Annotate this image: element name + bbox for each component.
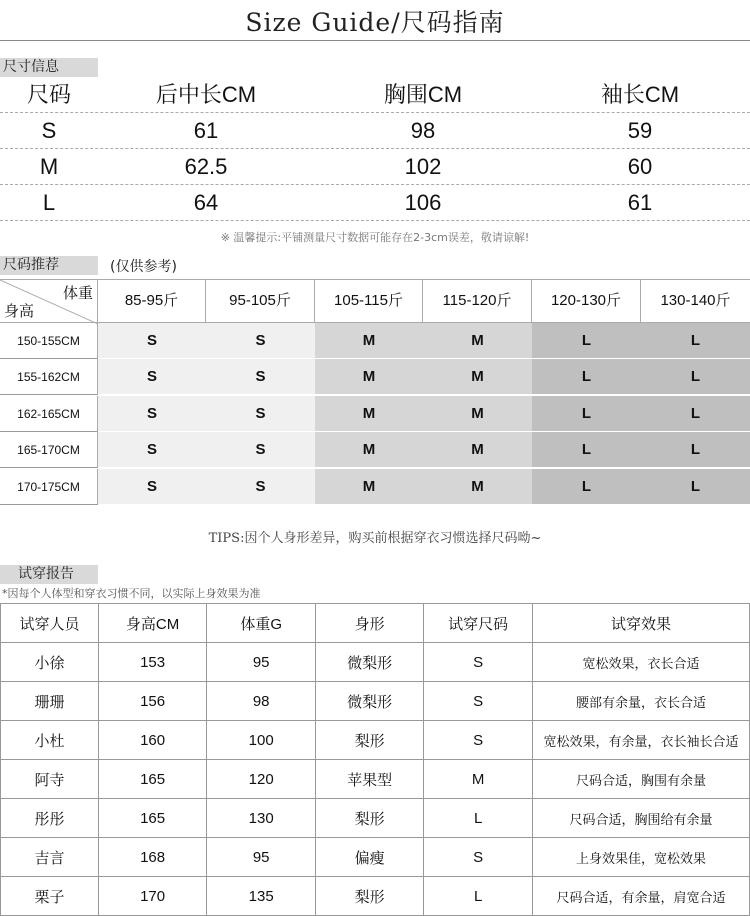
recommended-size-cell: M: [423, 432, 532, 468]
trial-row: [1, 682, 750, 721]
size-info-cell: 59: [627, 118, 653, 143]
corner-height-label: 身高: [4, 302, 35, 320]
size-info-cell: 102: [404, 154, 442, 179]
trial-cell: 95: [207, 838, 316, 877]
recommended-size-cell: M: [315, 432, 423, 468]
recommended-size-cell: L: [532, 396, 641, 432]
recommended-size-cell: S: [206, 432, 315, 468]
weight-header-cell: 85-95斤: [98, 279, 206, 323]
size-info-row: [0, 149, 750, 185]
height-row-header: 170-175CM: [0, 469, 98, 505]
size-info-cell: 62.5: [184, 154, 228, 179]
trial-cell: 160: [99, 721, 207, 760]
trial-cell: 上身效果佳，宽松效果: [533, 838, 750, 877]
trial-cell: 偏瘦: [316, 838, 424, 877]
trial-row: [1, 877, 750, 916]
trial-cell: 95: [207, 643, 316, 682]
page-title: Size Guide/尺码指南: [245, 8, 505, 37]
section-label-trial: 试穿报告: [0, 565, 98, 584]
trial-cell: 165: [99, 760, 207, 799]
weight-header-cell: 115-120斤: [423, 279, 532, 323]
size-info-cell: 60: [627, 154, 653, 179]
recommend-reference-note: (仅供参考): [110, 259, 177, 275]
trial-header-cell: 体重G: [207, 604, 316, 643]
recommended-size-cell: L: [641, 432, 750, 468]
recommended-size-cell: M: [315, 359, 423, 395]
trial-header-cell: 试穿尺码: [424, 604, 533, 643]
section-label-size-info: 尺寸信息: [0, 58, 98, 77]
trial-cell: 微梨形: [316, 643, 424, 682]
trial-cell: 100: [207, 721, 316, 760]
recommended-size-cell: L: [532, 359, 641, 395]
trial-cell: 尺码合适，胸围有余量: [533, 760, 750, 799]
trial-cell: 153: [99, 643, 207, 682]
trial-row: [1, 838, 750, 877]
recommended-size-cell: S: [98, 432, 206, 468]
trial-cell: 腰部有余量，衣长合适: [533, 682, 750, 721]
weight-header-cell: 130-140斤: [641, 279, 750, 323]
corner-weight-label: 体重: [62, 284, 93, 302]
trial-cell: 梨形: [316, 877, 424, 916]
size-info-cell: 98: [410, 118, 436, 143]
size-info-header-row: [0, 77, 750, 113]
recommended-size-cell: L: [641, 323, 750, 359]
weight-header-cell: 105-115斤: [315, 279, 423, 323]
recommended-size-cell: L: [641, 359, 750, 395]
trial-row: [1, 799, 750, 838]
trial-cell: S: [424, 643, 533, 682]
trial-cell: 小徐: [1, 643, 99, 682]
trial-header-cell: 试穿人员: [1, 604, 99, 643]
trial-row: [1, 760, 750, 799]
trial-cell: 130: [207, 799, 316, 838]
height-row-header: 150-155CM: [0, 323, 98, 359]
recommended-size-cell: S: [98, 396, 206, 432]
trial-header-cell: 身形: [316, 604, 424, 643]
trial-cell: 170: [99, 877, 207, 916]
title-divider: [0, 40, 750, 41]
recommended-size-cell: S: [206, 323, 315, 359]
size-recommend-grid: [0, 279, 750, 505]
size-info-cell: 61: [193, 118, 219, 143]
measurement-note: ※ 温馨提示:平铺测量尺寸数据可能存在2-3cm误差，敬请谅解!: [220, 231, 530, 244]
size-info-header-cell: 后中长CM: [155, 82, 257, 107]
trial-cell: 苹果型: [316, 760, 424, 799]
size-info-cell: L: [42, 190, 56, 215]
trial-header-cell: 身高CM: [99, 604, 207, 643]
recommended-size-cell: S: [206, 359, 315, 395]
trial-header-row: [1, 604, 750, 643]
trial-cell: 尺码合适，胸围给有余量: [533, 799, 750, 838]
corner-header: [0, 279, 98, 323]
recommended-size-cell: L: [641, 469, 750, 505]
tips-text: TIPS:因个人身形差异，购买前根据穿衣习惯选择尺码呦~: [208, 531, 542, 546]
trial-cell: 栗子: [1, 877, 99, 916]
trial-cell: 尺码合适，有余量，肩宽合适: [533, 877, 750, 916]
trial-cell: 120: [207, 760, 316, 799]
size-info-header-cell: 袖长CM: [600, 82, 680, 107]
recommended-size-cell: L: [532, 432, 641, 468]
recommended-size-cell: L: [532, 469, 641, 505]
size-info-cell: S: [41, 118, 57, 143]
trial-cell: M: [424, 760, 533, 799]
size-info-row: [0, 185, 750, 221]
recommended-size-cell: M: [315, 396, 423, 432]
trial-cell: S: [424, 838, 533, 877]
trial-cell: 165: [99, 799, 207, 838]
trial-cell: 梨形: [316, 721, 424, 760]
trial-cell: S: [424, 682, 533, 721]
recommended-size-cell: M: [423, 469, 532, 505]
trial-cell: 阿寺: [1, 760, 99, 799]
recommended-size-cell: M: [423, 323, 532, 359]
height-row-header: 155-162CM: [0, 359, 98, 395]
recommended-size-cell: L: [641, 396, 750, 432]
recommended-size-cell: M: [315, 469, 423, 505]
trial-cell: L: [424, 877, 533, 916]
size-info-header-cell: 胸围CM: [383, 82, 463, 107]
weight-header-cell: 95-105斤: [206, 279, 315, 323]
trial-note: *因每个人体型和穿衣习惯不同，以实际上身效果为准: [2, 587, 261, 600]
trial-cell: 彤彤: [1, 799, 99, 838]
trial-cell: 小杜: [1, 721, 99, 760]
size-info-row: [0, 113, 750, 149]
recommended-size-cell: M: [423, 396, 532, 432]
trial-header-cell: 试穿效果: [533, 604, 750, 643]
size-info-cell: M: [39, 154, 59, 179]
recommended-size-cell: S: [206, 396, 315, 432]
height-row-header: 165-170CM: [0, 432, 98, 468]
trial-cell: L: [424, 799, 533, 838]
trial-cell: 吉言: [1, 838, 99, 877]
trial-cell: 98: [207, 682, 316, 721]
trial-cell: 156: [99, 682, 207, 721]
size-info-header-cell: 尺码: [26, 82, 71, 107]
size-info-cell: 61: [627, 190, 653, 215]
size-info-cell: 106: [404, 190, 442, 215]
size-info-cell: 64: [193, 190, 219, 215]
trial-report-table: [0, 603, 750, 916]
recommended-size-cell: S: [98, 359, 206, 395]
recommended-size-cell: M: [315, 323, 423, 359]
trial-cell: 宽松效果，有余量，衣长袖长合适: [533, 721, 750, 760]
trial-cell: 135: [207, 877, 316, 916]
weight-header-cell: 120-130斤: [532, 279, 641, 323]
section-label-recommend: 尺码推荐: [0, 256, 98, 275]
trial-cell: 微梨形: [316, 682, 424, 721]
trial-row: [1, 721, 750, 760]
trial-cell: 梨形: [316, 799, 424, 838]
recommended-size-cell: L: [532, 323, 641, 359]
trial-cell: 168: [99, 838, 207, 877]
recommended-size-cell: S: [206, 469, 315, 505]
recommended-size-cell: S: [98, 323, 206, 359]
trial-cell: S: [424, 721, 533, 760]
trial-cell: 宽松效果，衣长合适: [533, 643, 750, 682]
recommended-size-cell: M: [423, 359, 532, 395]
trial-row: [1, 643, 750, 682]
trial-cell: 珊珊: [1, 682, 99, 721]
height-row-header: 162-165CM: [0, 396, 98, 432]
recommended-size-cell: S: [98, 469, 206, 505]
